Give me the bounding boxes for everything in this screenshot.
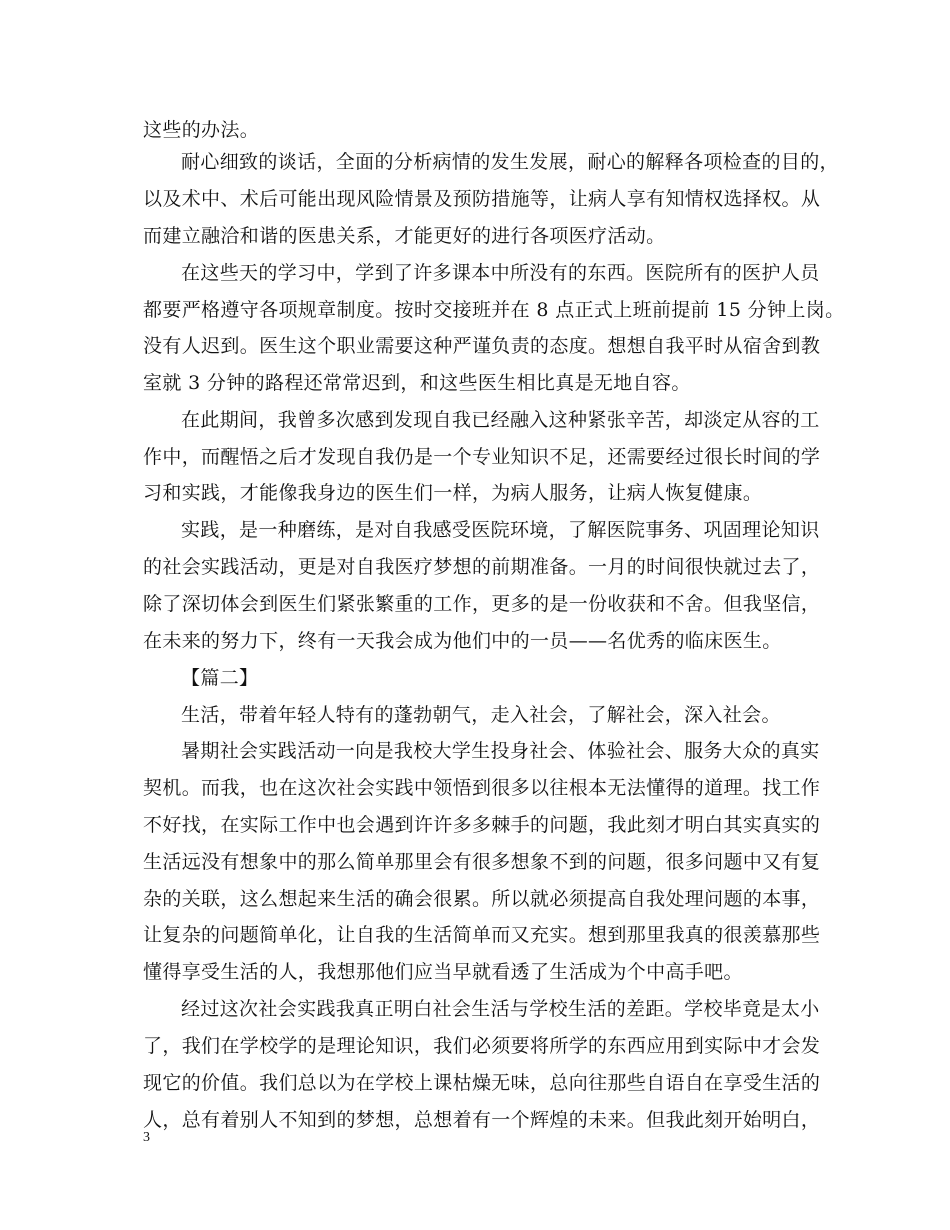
section-heading: 【篇二】 [181, 667, 259, 689]
text-line: 作中，而醒悟之后才发现自我仍是一个专业知识不足，还需要经过很长时间的学 [143, 446, 821, 468]
text-line: 暑期社会实践活动一向是我校大学生投身社会、体验社会、服务大众的真实 [181, 740, 820, 762]
text-line: 实践，是一种磨练，是对自我感受医院环境，了解医院事务、巩固理论知识 [181, 519, 820, 541]
text-line: 室就 3 分钟的路程还常常迟到，和这些医生相比真是无地自容。 [143, 372, 691, 394]
text-line: 契机。而我，也在这次社会实践中领悟到很多以往根本无法懂得的道理。找工作 [143, 777, 821, 799]
text-line: 生活远没有想象中的那么简单那里会有很多想象不到的问题，很多问题中又有复 [143, 851, 821, 873]
text-line: 习和实践，才能像我身边的医生们一样，为病人服务，让病人恢复健康。 [143, 482, 763, 504]
text-line: 而建立融洽和谐的医患关系，才能更好的进行各项医疗活动。 [143, 225, 666, 247]
text-line: 以及术中、术后可能出现风险情景及预防措施等，让病人享有知情权选择权。从 [143, 188, 821, 210]
text-line: 这些的办法。 [143, 119, 260, 141]
text-line: 在此期间，我曾多次感到发现自我已经融入这种紧张辛苦，却淡定从容的工 [181, 409, 820, 431]
text-line: 杂的关联，这么想起来生活的确会很累。所以就必须提高自我处理问题的本事， [143, 888, 821, 910]
text-line: 生活，带着年轻人特有的蓬勃朝气，走入社会，了解社会，深入社会。 [181, 704, 781, 726]
text-line: 懂得享受生活的人，我想那他们应当早就看透了生活成为个中高手吧。 [143, 961, 743, 983]
text-line: 在这些天的学习中，学到了许多课本中所没有的东西。医院所有的医护人员 [181, 262, 820, 284]
text-line: 除了深切体会到医生们紧张繁重的工作，更多的是一份收获和不舍。但我坚信， [143, 593, 821, 615]
page-number: 3 [143, 1130, 150, 1145]
text-line: 经过这次社会实践我真正明白社会生活与学校生活的差距。学校毕竟是太小 [181, 998, 820, 1020]
text-line: 没有人迟到。医生这个职业需要这种严谨负责的态度。想想自我平时从宿舍到教 [143, 335, 821, 357]
text-line: 的社会实践活动，更是对自我医疗梦想的前期准备。一月的时间很快就过去了， [143, 556, 821, 578]
text-line: 了，我们在学校学的是理论知识，我们必须要将所学的东西应用到实际中才会发 [143, 1035, 821, 1057]
text-line: 人，总有着别人不知到的梦想，总想着有一个辉煌的未来。但我此刻开始明白， [143, 1109, 821, 1131]
text-line: 不好找，在实际工作中也会遇到许许多多棘手的问题，我此刻才明白其实真实的 [143, 814, 821, 836]
text-line: 耐心细致的谈话，全面的分析病情的发生发展，耐心的解释各项检查的目的， [181, 151, 839, 173]
text-line: 在未来的努力下，终有一天我会成为他们中的一员——名优秀的临床医生。 [143, 630, 782, 652]
text-line: 都要严格遵守各项规章制度。按时交接班并在 8 点正式上班前提前 15 分钟上岗。 [143, 299, 845, 321]
text-line: 让复杂的问题简单化，让自我的生活简单而又充实。想到那里我真的很羡慕那些 [143, 924, 821, 946]
text-line: 现它的价值。我们总以为在学校上课枯燥无味，总向往那些自语自在享受生活的 [143, 1072, 821, 1094]
